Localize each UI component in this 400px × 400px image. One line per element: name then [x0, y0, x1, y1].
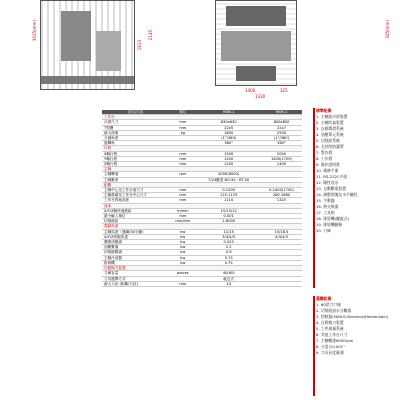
cell-unit: mm: [169, 162, 196, 167]
cell-item: 主軸馬達（連續/30分鐘）: [102, 229, 169, 234]
dim-width: 2145: [148, 30, 153, 41]
cell-item: 主軸鼻端至工作台中心尺寸: [102, 193, 169, 198]
list-item: 17. 工具箱: [316, 210, 335, 215]
cell-unit: kw: [169, 260, 196, 265]
section-label: 行程: [102, 146, 302, 151]
cell-hbm1: 630x630: [196, 120, 261, 125]
cell-item: Y軸行程: [102, 156, 169, 161]
cell-item: 主軸冷卻器: [102, 255, 169, 260]
list-item: 19. 排屑機鏈條: [316, 222, 343, 227]
header-item: 項目/內容: [102, 110, 169, 115]
cell-item: X軸行程: [102, 151, 169, 156]
dim-depth: 1613: [137, 40, 142, 51]
list-item: 4. 油壓單元系統: [316, 132, 344, 137]
cell-unit: rpm: [169, 172, 196, 177]
cell-unit: kw: [169, 240, 196, 245]
cell-hbm1: 360°: [196, 141, 261, 146]
base-block: [41, 76, 135, 84]
cell-hbm1: 0.9: [196, 250, 261, 255]
section-label: 主軸: [102, 167, 302, 172]
top-block-2: [221, 31, 291, 61]
cell-item: 主軸錐度: [102, 177, 169, 182]
header-hbm2: HBM-2: [261, 110, 302, 115]
list-item: 9. 刀具長度量測: [316, 350, 344, 355]
list-item: 5. 工件測量系統: [316, 326, 344, 331]
cell-unit: kw: [169, 234, 196, 239]
cell-hbm1: 15/15/12: [196, 208, 261, 213]
cell-unit: mm: [169, 214, 196, 219]
section-label: 自動換刀裝置: [102, 266, 302, 271]
cell-unit: mm: [169, 188, 196, 193]
cell-hbm1: 1110: [196, 198, 261, 203]
cell-hbm1: 125-1125: [196, 193, 261, 198]
cell-hbm1: 0.025: [196, 240, 261, 245]
list-item: 6. 全封閉防護罩: [316, 144, 344, 149]
cell-item: 油壓幫浦: [102, 245, 169, 250]
cell-hbm1: 40(60): [196, 271, 261, 276]
cell-hbm1: (1°/360): [196, 136, 261, 141]
cell-unit: mm: [169, 281, 196, 286]
section-label: 電動馬達: [102, 224, 302, 229]
cell-item: Z軸行程: [102, 162, 169, 167]
cell-item: X/Y/Z軸快速進給: [102, 208, 169, 213]
top-view-drawing: [215, 0, 297, 86]
cell-item: 最小輸入單位: [102, 214, 169, 219]
cell-unit: kw: [169, 245, 196, 250]
list-item: 18. 排屑機(螺旋式): [316, 216, 349, 221]
top-block-1: [226, 6, 286, 26]
cell-hbm1: 0.001: [196, 214, 261, 219]
cell-hbm1: 0.75: [196, 255, 261, 260]
cell-item: 分割角度: [102, 136, 169, 141]
section-label: 速率: [102, 203, 302, 208]
cell-unit: mm: [169, 193, 196, 198]
cell-item: 工作台對地高度: [102, 198, 169, 203]
cell-hbm1: 0.75: [196, 260, 261, 265]
spec-table: [102, 110, 302, 287]
cell-item: 排屑機: [102, 260, 169, 265]
spindle-block: [96, 31, 121, 71]
dim-right-3: 1330: [255, 94, 266, 99]
cell-hbm2: [261, 281, 302, 286]
list-item: 7. 警告燈: [316, 150, 333, 155]
optional-accent-bar: [313, 296, 315, 396]
cell-item: X/Y/Z伺服馬達: [102, 234, 169, 239]
cell-item: 台面尺寸: [102, 120, 169, 125]
standard-items: [316, 114, 396, 234]
cell-hbm1: 3/3/4/3: [196, 234, 261, 239]
cell-item: 主軸中心至工作台面尺寸: [102, 188, 169, 193]
cell-hbm2: 260-1660: [261, 193, 302, 198]
column-block: [61, 11, 91, 61]
cell-hbm1: 1800: [196, 130, 261, 135]
cell-unit: kg: [169, 130, 196, 135]
cell-item: 刀庫容量: [102, 271, 169, 276]
standard-accent-bar: [313, 108, 315, 288]
cell-unit: mm: [169, 156, 196, 161]
top-block-3: [236, 66, 276, 81]
cell-item: 潤滑油幫浦: [102, 240, 169, 245]
cell-unit: m/min: [169, 208, 196, 213]
header-hbm1: HBM-1: [196, 110, 261, 115]
cell-item: 刀具選擇方式: [102, 276, 169, 281]
list-item: 1. 60把刀刀庫: [316, 302, 341, 307]
list-item: 8. 工作燈: [316, 156, 333, 161]
cell-item: T型槽: [102, 125, 169, 130]
cell-hbm1: 0-1200: [196, 188, 261, 193]
list-item: 6. 其他工作台尺寸: [316, 332, 348, 337]
section-label: 距離: [102, 182, 302, 187]
list-item: 8. 分度台0.001°: [316, 344, 345, 349]
cell-unit: pieces: [169, 271, 196, 276]
section-label: 工作台: [102, 115, 302, 120]
list-item: 4. 自動換刀裝置: [316, 320, 344, 325]
cell-hbm2: 1400: [261, 162, 302, 167]
list-item: 16. 熱交換器: [316, 204, 339, 209]
cell-hbm2: 4/4/4/3: [261, 234, 302, 239]
cell-item: 主軸轉速: [102, 172, 169, 177]
list-item: 1. 主軸油冷卻裝置: [316, 114, 348, 119]
cell-hbm1: 1-6000: [196, 219, 261, 224]
cell-unit: mm: [169, 120, 196, 125]
cell-item: 最大荷重: [102, 130, 169, 135]
cell-hbm1: 1500: [196, 151, 261, 156]
cell-hbm2: 1325: [261, 198, 302, 203]
cell-hbm2: (1°/360): [261, 136, 302, 141]
cell-hbm1: 1200: [196, 156, 261, 161]
standard-title: 標準配備：: [316, 108, 335, 113]
cell-hbm1: 22x5: [196, 125, 261, 130]
list-item: 2. 切削液油水分離器: [316, 308, 352, 313]
header-unit: 單位: [169, 110, 196, 115]
dim-height: 3015(mm): [32, 20, 37, 42]
cell-unit: kw: [169, 229, 196, 234]
cell-hbm2: 1400(1700): [261, 156, 302, 161]
cell-hbm1: 就近式: [196, 276, 261, 281]
list-item: 15. 手動盤: [316, 198, 335, 203]
cell-item: 最大刀徑 (相鄰/刀徑): [102, 281, 169, 286]
cell-item: 切削液幫浦: [102, 250, 169, 255]
dim-right-4: 325(mm): [385, 20, 390, 39]
list-item: 20. 刀庫: [316, 228, 331, 233]
optional-title: 選購配備：: [316, 296, 335, 301]
cell-hbm2: 2000: [261, 151, 302, 156]
list-item: 9. 操作說明書: [316, 162, 340, 167]
cell-hbm1: 1200: [196, 162, 261, 167]
cell-hbm1: 7/24錐度 NO.50・BT-50: [196, 177, 261, 182]
cell-hbm2: 800x800: [261, 120, 302, 125]
cell-item: 旋轉角: [102, 141, 169, 146]
cell-item: 切削進給: [102, 219, 169, 224]
dim-right-2: 325: [280, 88, 288, 93]
optional-equipment-list: [316, 296, 396, 356]
list-item: 3. 自動潤滑系統: [316, 126, 344, 131]
cell-unit: kw: [169, 250, 196, 255]
list-item: 11. RS-232C介面: [316, 174, 348, 179]
cell-hbm1: 2.2: [196, 245, 261, 250]
cell-hbm1: 11/15: [196, 229, 261, 234]
cell-unit: mm: [169, 151, 196, 156]
front-view-drawing: [40, 0, 135, 90]
cell-unit: kw: [169, 255, 196, 260]
optional-items: [316, 302, 396, 356]
cell-unit: mm: [169, 198, 196, 203]
cell-hbm2: 360°: [261, 141, 302, 146]
cell-hbm2: 0-1400(1700): [261, 188, 302, 193]
cell-hbm2: 22x7: [261, 125, 302, 130]
list-item: 7. 主軸轉速6000rpm: [316, 338, 354, 343]
cell-hbm2: 2500: [261, 130, 302, 135]
list-item: 2. 主軸吹氣裝置: [316, 120, 344, 125]
list-item: 14. 調整墊塊及水平螺栓: [316, 192, 358, 197]
cell-hbm1: 14: [196, 281, 261, 286]
dim-right-1: 1400: [245, 88, 256, 93]
list-item: 12. 剛性攻牙: [316, 180, 339, 185]
list-item: 13. 自動斷電裝置: [316, 186, 347, 191]
list-item: 10. 維修手冊: [316, 168, 339, 173]
cell-hbm1: 4000(6000): [196, 172, 261, 177]
standard-equipment-list: [316, 108, 396, 234]
cell-hbm2: 15/18.5: [261, 229, 302, 234]
list-item: 5. 切削液系統: [316, 138, 340, 143]
cell-unit: mm: [169, 125, 196, 130]
table-body: [102, 115, 302, 287]
table-row: [102, 281, 302, 286]
cell-unit: mm/min: [169, 219, 196, 224]
list-item: 3. 控制器(FANUC/Siemens/Heidenhain): [316, 314, 389, 319]
